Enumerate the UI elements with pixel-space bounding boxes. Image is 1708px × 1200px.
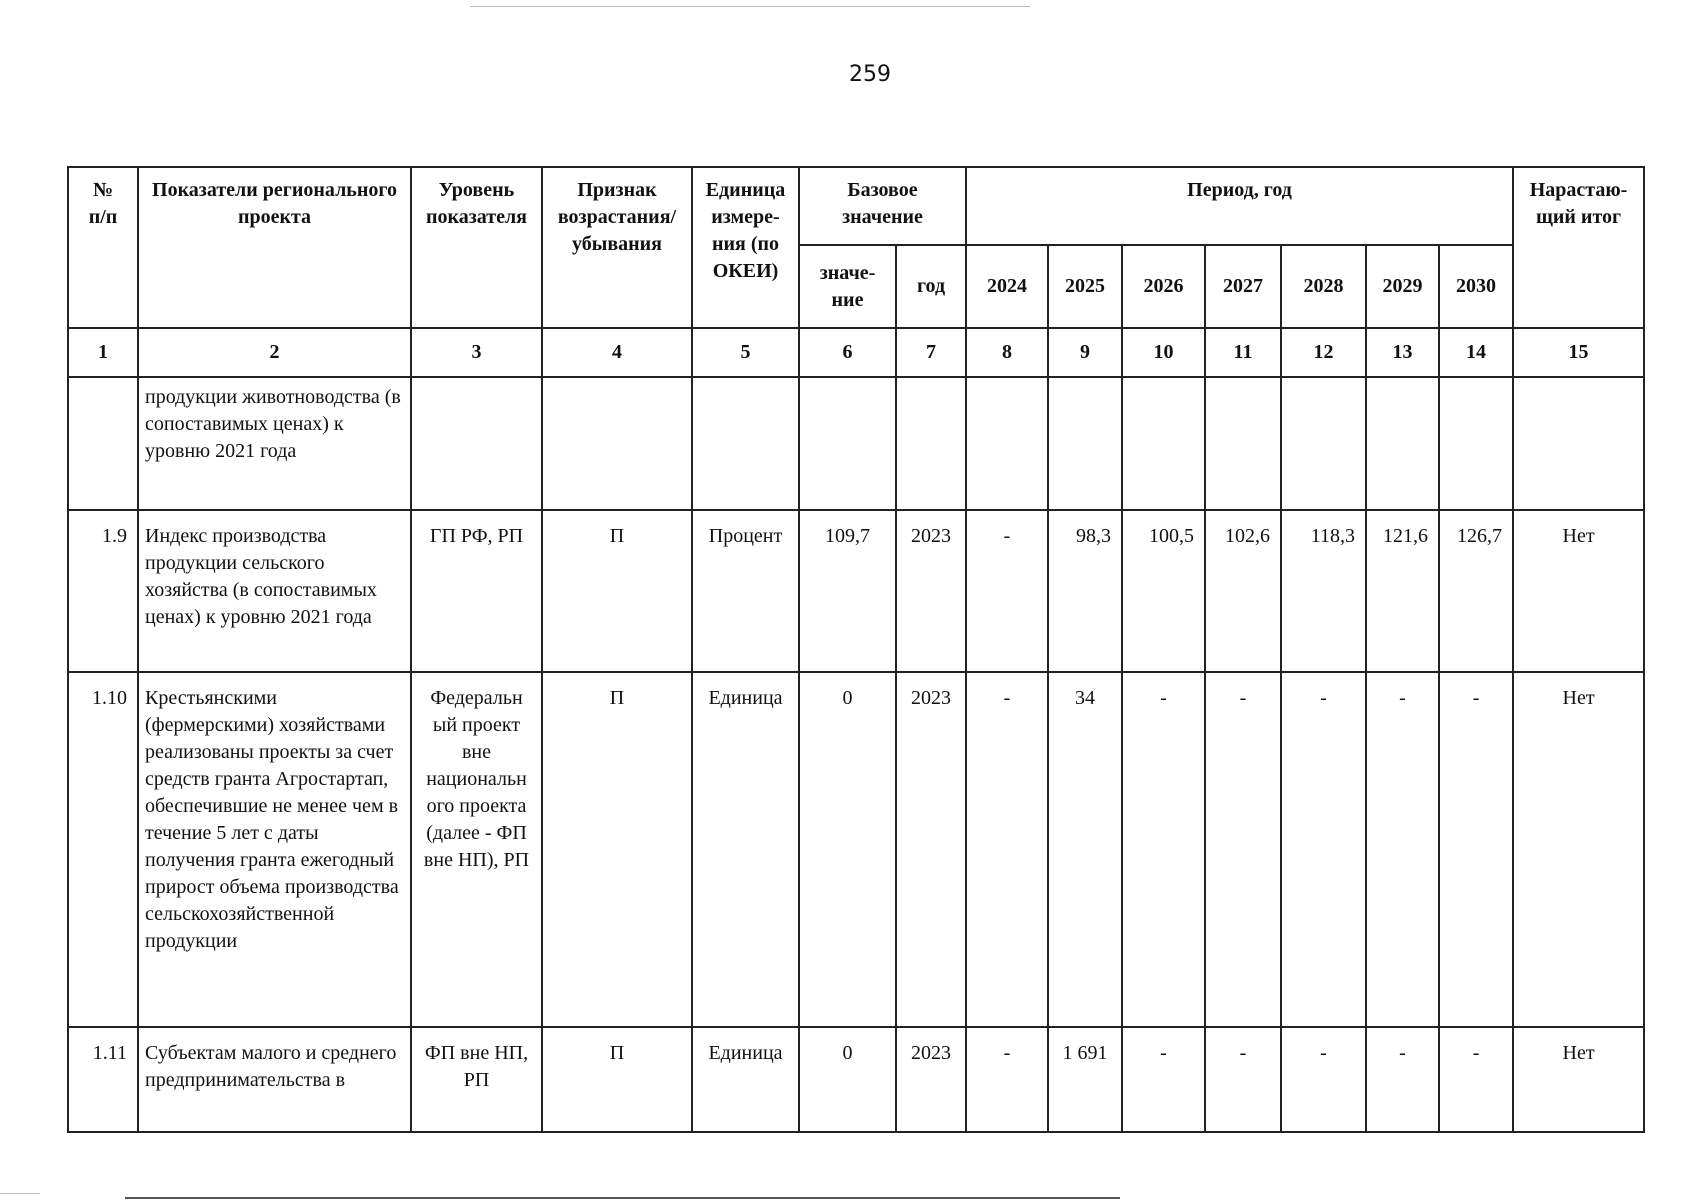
column-number: 9	[1048, 328, 1122, 377]
column-number: 15	[1513, 328, 1644, 377]
row-unit: Единица	[692, 672, 799, 1027]
row-unit	[692, 377, 799, 510]
row-value-2029: -	[1366, 672, 1439, 1027]
header-year-2028: 2028	[1281, 245, 1366, 328]
row-value-2025: 34	[1048, 672, 1122, 1027]
row-base-year: 2023	[896, 510, 966, 672]
row-no: 1.9	[68, 510, 138, 672]
row-level: Федеральн ый проект вне национальн ого проекта (далее - ФП вне НП), РП	[411, 672, 542, 1027]
header-year-2029: 2029	[1366, 245, 1439, 328]
header-trend: Признак возрастания/ убывания	[542, 167, 692, 328]
row-value-2027: 102,6	[1205, 510, 1281, 672]
table-row	[68, 672, 1644, 1027]
row-level: ФП вне НП, РП	[411, 1027, 542, 1132]
column-number: 2	[138, 328, 411, 377]
header-cumulative: Нарастаю-щий итог	[1513, 167, 1644, 328]
row-indicator-name: продукции животноводства (в сопоставимых ценах) к уровню 2021 года	[138, 377, 411, 510]
column-numbers-row	[68, 328, 1644, 377]
header-year-2030: 2030	[1439, 245, 1513, 328]
row-unit: Процент	[692, 510, 799, 672]
row-unit: Единица	[692, 1027, 799, 1132]
row-value-2028	[1281, 377, 1366, 510]
header-base: Базовое значение	[799, 167, 966, 245]
row-trend: П	[542, 1027, 692, 1132]
page-bottom-rule	[125, 1197, 1120, 1199]
page-number: 259	[849, 62, 891, 87]
header-no	[68, 167, 138, 328]
row-base-value	[799, 377, 896, 510]
header-period: Период, год	[966, 167, 1513, 245]
row-value-2028: -	[1281, 1027, 1366, 1132]
row-value-2026: 100,5	[1122, 510, 1205, 672]
row-cumulative	[1513, 377, 1644, 510]
column-number: 10	[1122, 328, 1205, 377]
row-base-year	[896, 377, 966, 510]
row-level	[411, 377, 542, 510]
header-base-value: значе-ние	[799, 245, 896, 328]
row-level: ГП РФ, РП	[411, 510, 542, 672]
row-value-2024	[966, 377, 1048, 510]
column-number: 1	[68, 328, 138, 377]
scan-artifact-line	[470, 6, 1030, 7]
header-indicator: Показатели регионального проекта	[138, 167, 411, 328]
row-value-2030	[1439, 377, 1513, 510]
row-base-year: 2023	[896, 1027, 966, 1132]
row-trend: П	[542, 510, 692, 672]
row-value-2028: 118,3	[1281, 510, 1366, 672]
header-year-2024: 2024	[966, 245, 1048, 328]
row-value-2028: -	[1281, 672, 1366, 1027]
row-value-2027	[1205, 377, 1281, 510]
header-base-year: год	[896, 245, 966, 328]
row-value-2026	[1122, 377, 1205, 510]
header-row	[68, 167, 1644, 245]
column-number: 13	[1366, 328, 1439, 377]
row-cumulative: Нет	[1513, 1027, 1644, 1132]
row-no: 1.11	[68, 1027, 138, 1132]
row-value-2029: 121,6	[1366, 510, 1439, 672]
header-year-2027: 2027	[1205, 245, 1281, 328]
table-row	[68, 377, 1644, 510]
row-value-2024: -	[966, 1027, 1048, 1132]
column-number: 14	[1439, 328, 1513, 377]
row-indicator-name: Субъектам малого и среднего предпринимательства в	[138, 1027, 411, 1132]
column-number: 6	[799, 328, 896, 377]
row-value-2027: -	[1205, 1027, 1281, 1132]
row-value-2029: -	[1366, 1027, 1439, 1132]
row-value-2025	[1048, 377, 1122, 510]
indicators-table	[67, 166, 1645, 1133]
row-no: 1.10	[68, 672, 138, 1027]
row-value-2026: -	[1122, 1027, 1205, 1132]
row-trend	[542, 377, 692, 510]
column-number: 11	[1205, 328, 1281, 377]
row-value-2025: 1 691	[1048, 1027, 1122, 1132]
column-number: 12	[1281, 328, 1366, 377]
row-value-2026: -	[1122, 672, 1205, 1027]
row-trend: П	[542, 672, 692, 1027]
scan-artifact-line	[0, 1193, 40, 1194]
row-value-2030: -	[1439, 1027, 1513, 1132]
row-base-value: 0	[799, 672, 896, 1027]
row-value-2030: -	[1439, 672, 1513, 1027]
row-cumulative: Нет	[1513, 672, 1644, 1027]
column-number: 8	[966, 328, 1048, 377]
row-cumulative: Нет	[1513, 510, 1644, 672]
header-unit: Единица измере-ния (по ОКЕИ)	[692, 167, 799, 328]
table-row	[68, 1027, 1644, 1132]
column-number: 3	[411, 328, 542, 377]
header-level: Уровень показателя	[411, 167, 542, 328]
row-value-2024: -	[966, 510, 1048, 672]
column-number: 4	[542, 328, 692, 377]
row-base-value: 0	[799, 1027, 896, 1132]
header-year-2026: 2026	[1122, 245, 1205, 328]
row-indicator-name: Индекс производства продукции сельского хозяйства (в сопоставимых ценах) к уровню 2021 года	[138, 510, 411, 672]
header-year-2025: 2025	[1048, 245, 1122, 328]
row-indicator-name: Крестьянскими (фермерскими) хозяйствами реализованы проекты за счет средств гранта Агростартап, обеспечившие не менее чем в течение 5 лет с даты получения гранта ежегодный прирост объема производства сельскохозяйственной продукции	[138, 672, 411, 1027]
row-base-value: 109,7	[799, 510, 896, 672]
row-value-2027: -	[1205, 672, 1281, 1027]
column-number: 7	[896, 328, 966, 377]
header-no-label: № п/п	[88, 179, 118, 228]
table-row	[68, 510, 1644, 672]
row-no	[68, 377, 138, 510]
row-value-2025: 98,3	[1048, 510, 1122, 672]
row-value-2029	[1366, 377, 1439, 510]
column-number: 5	[692, 328, 799, 377]
row-value-2024: -	[966, 672, 1048, 1027]
row-value-2030: 126,7	[1439, 510, 1513, 672]
row-base-year: 2023	[896, 672, 966, 1027]
